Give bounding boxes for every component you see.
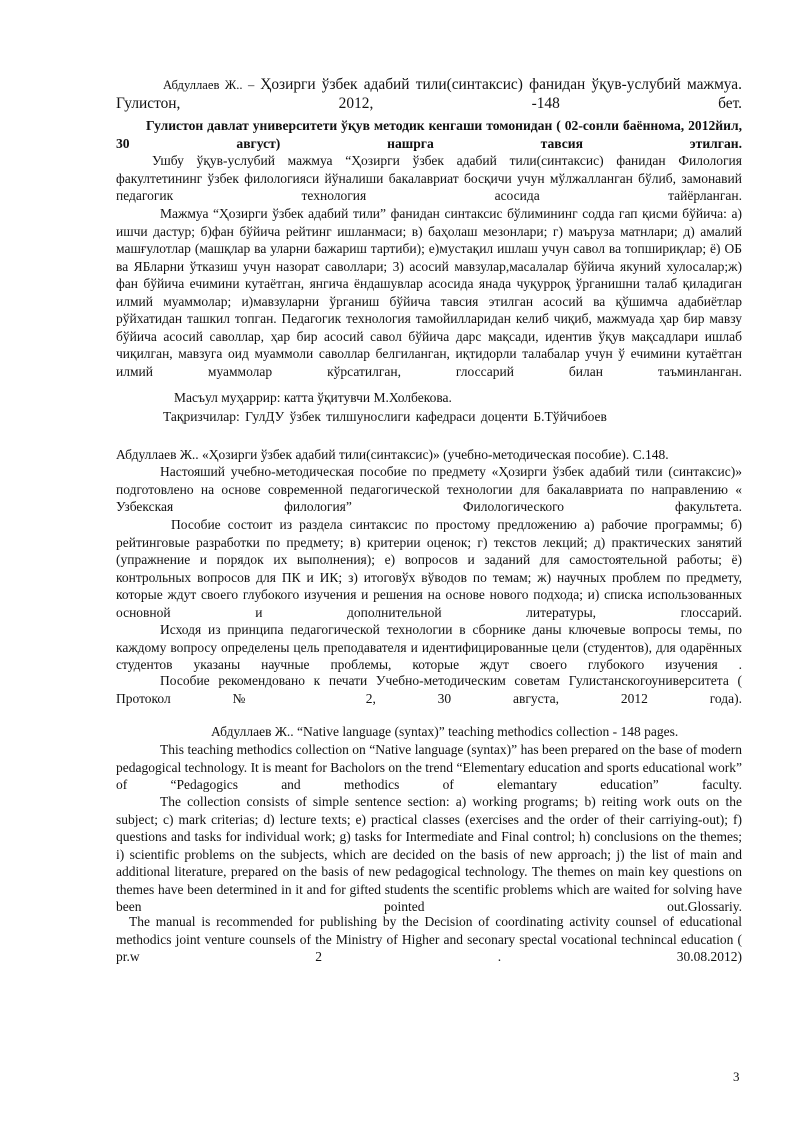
ru-paragraph-1 (116, 463, 742, 516)
en-paragraph-3-text: The manual is recommended for publishing by the Decision of coordinating activity counsel of educational methodics joint venture counsels of the Ministry of Higher and seconary spectal vocational technincal education ( pr.w 2 . 30.08.2012) (116, 914, 742, 964)
uz-paragraph-1-text: Ушбу ўқув-услубий мажмуа “Ҳозирги ўзбек адабий тили(синтаксис) фанидан Филология факултетининг ўзбек филологияси йўналиши бакалавриат босқичи учун мўлжалланган бўлиб, замонавий педагогик технология асосида тайёрланган. (116, 153, 742, 203)
uz-citation-title: Ҳозирги ўзбек адабий тили(синтаксис) фанидан ўқув-услубий мажмуа. Гулистон, 2012, -148 бет. (116, 76, 742, 112)
uz-paragraph-2-text: Мажмуа “Ҳозирги ўзбек адабий тили” фанидан синтаксис бўлимининг содда гап қисми бўйича: а) ишчи дастур; б)фан бўйича рейтинг ишланмаси; в) баҳолаш мезонлари; г) маъруза матнлари; д) амалий машғулотлар (машқлар ва уларни бажариш тартиби); е)мустақил ишлаш учун савол ва топшириқлар; ё) ОБ ва ЯБларни ўтказиш учун назорат саволлари; 3) асосий мавзулар,масалалар бўйича якуний хулосалар;ж) фан бўйича ечимини кутаётган, янгича ёндашувлар асосида янада чуқурроқ ўрганишни талаб қиладиган илмий муаммолар; и)мавзуларни ўрганиш бўйича тавсия этилган асосий ва қўшимча адабиётлар рўйхатидан ташкил топган. Педагогик технология тамойилларидан келиб чиқиб, мажмуада ҳар бир мавзу бўйича асосий саволлар, ҳар бир асосий савол бўйича дарс мақсади, идентив ўқув мақсадлари ишлаб чиқилган, мавзуга оид муаммоли саволлар белгиланган, иқтидорли талабалар учун ў ечимини кутаётган илмий муаммолар кўрсатилган, глоссарий билан таъминланган. (116, 206, 742, 379)
uz-citation (116, 76, 742, 113)
uz-approval-text: Гулистон давлат университети ўқув методик кенгаши томонидан ( 02-сонли баённома, 2012йил, 30 август) нашрга тавсия этилган. (116, 118, 742, 151)
en-citation (116, 723, 742, 741)
en-paragraph-1 (116, 741, 742, 794)
uz-reviewers (116, 408, 742, 426)
en-citation-text: Абдуллаев Ж.. “Native language (syntax)” teaching methodics collection - 148 pages. (211, 724, 679, 739)
en-paragraph-1-text: This teaching methodics collection on “Native language (syntax)” has been prepared on the base of modern pedagogical technology. It is meant for Bacholors on the trend “Elementary education and sports educational work” of “Pedagogics and methodics of elemantary education” faculty. (116, 742, 742, 792)
uz-approval-note (116, 117, 742, 152)
uz-paragraph-2 (116, 205, 742, 380)
ru-paragraph-4 (116, 672, 742, 707)
page-number: 3 (733, 1069, 740, 1084)
ru-paragraph-2 (116, 516, 742, 621)
ru-citation-text: Абдуллаев Ж.. «Ҳозирги ўзбек адабий тили(синтаксис)» (учебно-методическая пособие). С.148. (116, 447, 669, 462)
uz-paragraph-1 (116, 152, 742, 205)
uz-reviewers-text: Тақризчилар: ГулДУ ўзбек тилшунослиги кафедраси доценти Б.Тўйчибоев (163, 409, 607, 424)
en-paragraph-3 (116, 913, 742, 966)
en-paragraph-2-text: The collection consists of simple sentence section: a) working programs; b) reiting work outs on the subject; c) mark criterias; d) lecture texts; e) practical classes (exercises and the order of their carriying-out); f) questions and tasks for individual work; g) tasks for Intermediate and Final control; h) conclusions on the themes; i) scientific problems on the subjects, which are decided on the basis of new approach; j) the list of main and additional literature, prepared on the basis of new pedagogical technology. The themes on main key questions on themes have been determined in it and for gifted students the scentific problems which are waited for solving have been pointed out.Glossariy. (116, 794, 742, 914)
uz-editor-text: Масъул муҳаррир: катта ўқитувчи М.Холбекова. (174, 390, 452, 405)
ru-paragraph-2-text: Пособие состоит из раздела синтаксис по простому предложению а) рабочие программы; б) рейтинговые разработки по предмету; в) критерии оценок; г) текстов лекций; д) практических занятий (упражнение и порядок их выполнения); е) вопросов и заданий для самостоятельной работы; ё) контрольных вопросов для ПК и ИК; з) итоговўх вўводов по темам; ж) научных проблем по предмету, которые ждут своего глубокого изучения и решения на основе нового подхода; и) списка использованных основной и дополнительной литературы, глоссарий. (116, 517, 742, 620)
uz-editor (116, 389, 742, 407)
ru-citation (116, 446, 742, 464)
ru-paragraph-3-text: Исходя из принципа педагогической технологии в сборнике даны ключевые вопросы темы, по каждому вопросу определены цель преподавателя и идентифицированные цели (студентов), для одарённых студентов указаны научные проблемы, которые ждут своего глубокого изучения . (116, 622, 742, 672)
en-paragraph-2 (116, 793, 742, 916)
ru-paragraph-4-text: Пособие рекомендовано к печати Учебно-методическим советам Гулистанскогоуниверситета ( Протокол № 2, 30 августа, 2012 года). (116, 673, 742, 706)
ru-paragraph-3 (116, 621, 742, 674)
ru-paragraph-1-text: Настояший учебно-методическая пособие по предмету «Ҳозирги ўзбек адабий тили (синтаксис)» подготовлено на основе современной педагогической технологии для бакалавриата по направлению « Узбекская филология” Филологического факультета. (116, 464, 742, 514)
uz-citation-author: Абдуллаев Ж.. – (163, 78, 255, 92)
